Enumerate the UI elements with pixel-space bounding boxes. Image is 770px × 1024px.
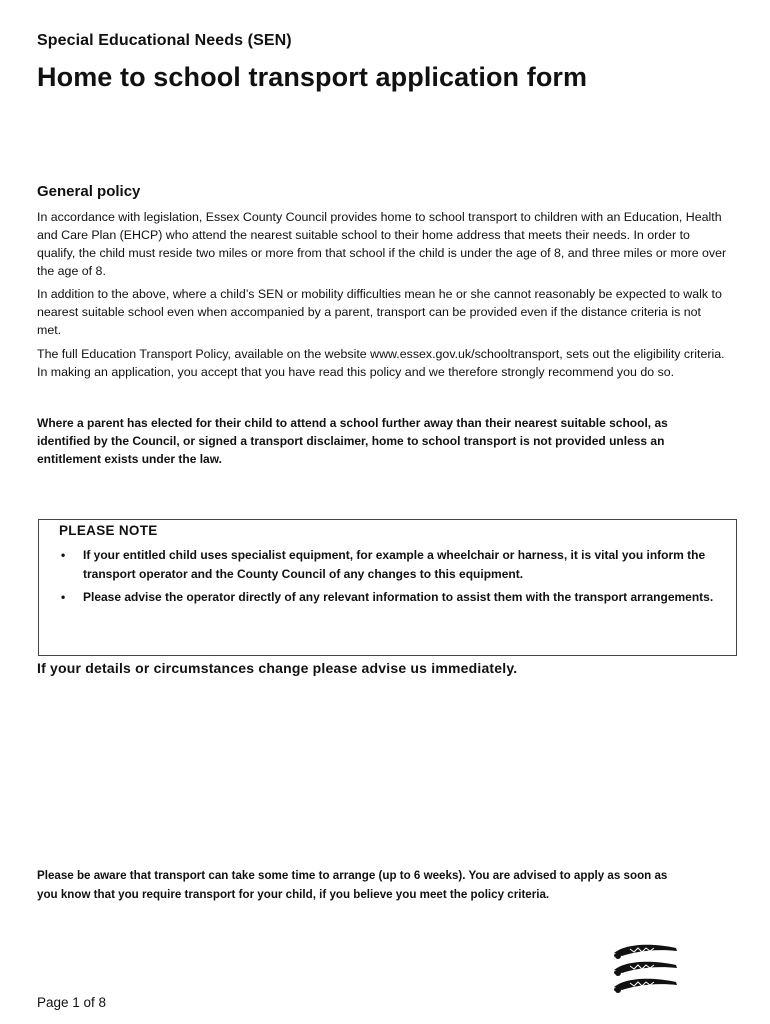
please-note-list: [59, 546, 719, 612]
policy-paragraph-3: The full Education Transport Policy, available on the website www.essex.gov.uk/schooltransport, sets out the eligibility criteria. In making an application, you accept that you have read this policy and we therefore strongly recommend you do so.: [37, 347, 725, 379]
policy-paragraph-bold: Where a parent has elected for their child to attend a school further away than their nearest suitable school, as identified by the Council, or signed a transport disclaimer, home to school transport is not provided unless an entitlement exists under the law.: [37, 416, 668, 466]
bullet-icon: •: [61, 590, 66, 604]
general-policy-heading: General policy: [37, 183, 141, 200]
page-title: Home to school transport application form: [37, 62, 588, 92]
policy-paragraph-1: In accordance with legislation, Essex County Council provides home to school transport to children with an Education, Health and Care Plan (EHCP) who attend the nearest suitable school to their home address that meets their needs. In order to qualify, the child must reside two miles or more from that school if the child is under the age of 8, and three miles or more over the age of 8.: [37, 210, 727, 278]
bullet-icon: •: [61, 548, 66, 562]
form-subtitle: Special Educational Needs (SEN): [37, 32, 292, 49]
policy-paragraph-2: In addition to the above, where a child’s SEN or mobility difficulties mean he or she cannot reasonably be expected to walk to nearest suitable school even when accompanied by a parent, transport can be provided even if the distance criteria is not met.: [37, 287, 722, 337]
page-number: Page 1 of 8: [37, 995, 107, 1010]
note-item-text: If your entitled child uses specialist equipment, for example a wheelchair or harness, it is vital you inform the transport operator and the County Council of any changes to this equipment.: [83, 548, 706, 581]
change-notice: If your details or circumstances change please advise us immediately.: [37, 660, 518, 676]
list-item: [59, 588, 719, 607]
please-note-title: PLEASE NOTE: [59, 523, 158, 538]
essex-seaxes-logo-icon: [610, 940, 682, 996]
list-item: [59, 546, 719, 583]
note-item-text: Please advise the operator directly of any relevant information to assist them with the transport arrangements.: [83, 590, 714, 604]
arrangement-notice: Please be aware that transport can take some time to arrange (up to 6 weeks). You are advised to apply as soon as you know that you require transport for your child, if you believe you meet the policy criteria.: [37, 869, 668, 901]
